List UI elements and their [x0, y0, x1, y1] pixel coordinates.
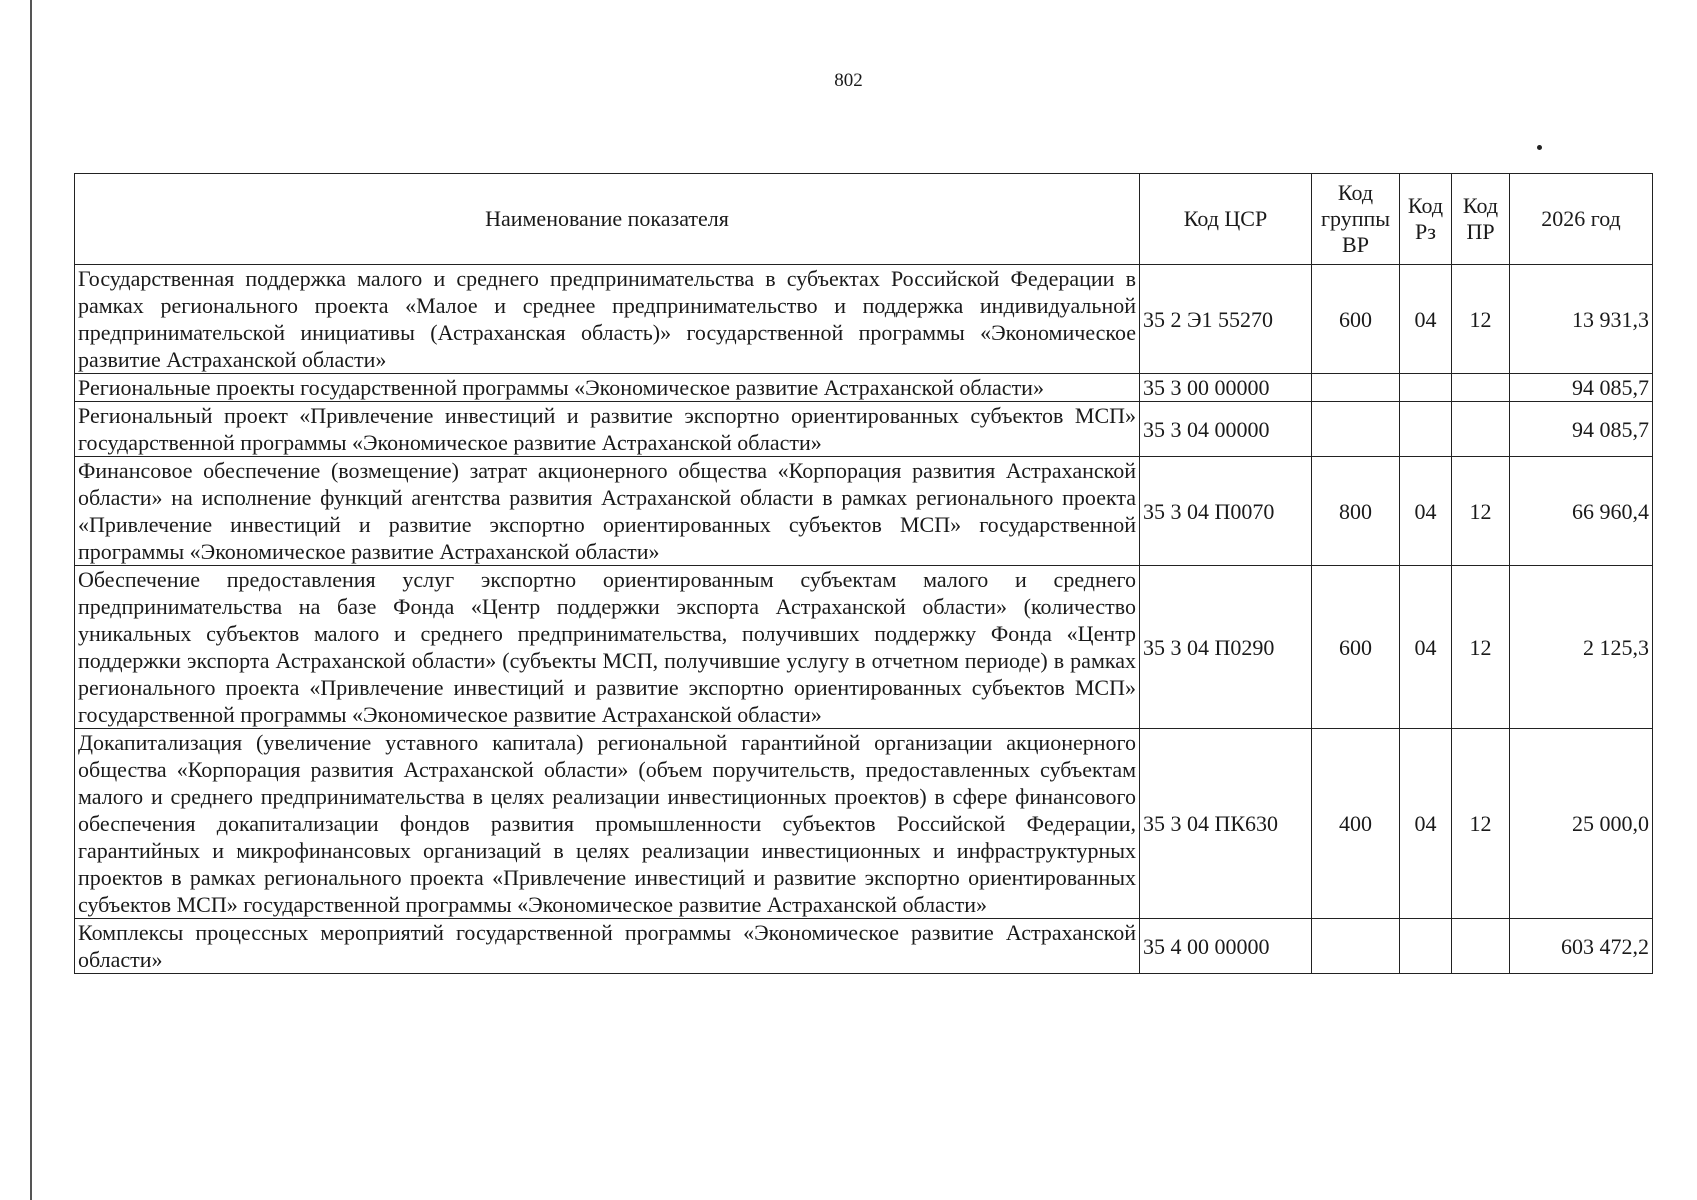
row-name: Региональные проекты государственной программы «Экономическое развитие Астраханской области»: [75, 374, 1140, 402]
table-row: [75, 919, 1653, 974]
scan-dot: [1537, 145, 1542, 150]
row-amount: 25 000,0: [1510, 729, 1653, 919]
page-number: 802: [834, 70, 863, 91]
row-name: Докапитализация (увеличение уставного капитала) региональной гарантийной организации акционерного общества «Корпорация развития Астраханской области» (объем поручительств, предоставленных субъектам малого и среднего предпринимательства в целях реализации инвестиционных проектов) в сфере финансового обеспечения докапитализации фондов развития промышленности субъектов Российской Федерации, гарантийных и микрофинансовых организаций в целях реализации инвестиционных и инфраструктурных проектов в рамках регионального проекта «Привлечение инвестиций и развитие экспортно ориентированных субъектов МСП» государственной программы «Экономическое развитие Астраханской области»: [75, 729, 1140, 919]
header-vr: Код группы ВР: [1312, 174, 1400, 265]
row-vr: [1312, 374, 1400, 402]
table-row: [75, 566, 1653, 729]
header-rz: Код Рз: [1400, 174, 1452, 265]
row-pr: [1452, 374, 1510, 402]
header-year: 2026 год: [1510, 174, 1653, 265]
row-vr: 600: [1312, 566, 1400, 729]
row-csr: 35 3 04 П0290: [1140, 566, 1312, 729]
row-vr: 400: [1312, 729, 1400, 919]
row-amount: 66 960,4: [1510, 457, 1653, 566]
row-rz: [1400, 374, 1452, 402]
row-name: Финансовое обеспечение (возмещение) затрат акционерного общества «Корпорация развития Астраханской области» на исполнение функций агентства развития Астраханской области в рамках регионального проекта «Привлечение инвестиций и развитие экспортно ориентированных субъектов МСП» государственной программы «Экономическое развитие Астраханской области»: [75, 457, 1140, 566]
table-row: [75, 265, 1653, 374]
table-row: [75, 457, 1653, 566]
row-csr: 35 3 04 П0070: [1140, 457, 1312, 566]
row-rz: 04: [1400, 265, 1452, 374]
row-rz: [1400, 919, 1452, 974]
row-name: Региональный проект «Привлечение инвестиций и развитие экспортно ориентированных субъектов МСП» государственной программы «Экономическое развитие Астраханской области»: [75, 402, 1140, 457]
row-amount: 603 472,2: [1510, 919, 1653, 974]
row-rz: 04: [1400, 566, 1452, 729]
row-pr: [1452, 919, 1510, 974]
row-amount: 2 125,3: [1510, 566, 1653, 729]
row-pr: 12: [1452, 457, 1510, 566]
row-vr: [1312, 402, 1400, 457]
table-row: [75, 402, 1653, 457]
row-pr: 12: [1452, 566, 1510, 729]
row-csr: 35 2 Э1 55270: [1140, 265, 1312, 374]
row-pr: 12: [1452, 729, 1510, 919]
row-vr: 600: [1312, 265, 1400, 374]
row-amount: 94 085,7: [1510, 402, 1653, 457]
table-row: [75, 729, 1653, 919]
row-csr: 35 3 04 ПК630: [1140, 729, 1312, 919]
row-vr: [1312, 919, 1400, 974]
row-pr: 12: [1452, 265, 1510, 374]
row-amount: 13 931,3: [1510, 265, 1653, 374]
header-name: Наименование показателя: [75, 174, 1140, 265]
table-header-row: [75, 174, 1653, 265]
row-name: Государственная поддержка малого и среднего предпринимательства в субъектах Российской Федерации в рамках регионального проекта «Малое и среднее предпринимательство и поддержка индивидуальной предпринимательской инициативы (Астраханская область)» государственной программы «Экономическое развитие Астраханской области»: [75, 265, 1140, 374]
header-pr: Код ПР: [1452, 174, 1510, 265]
binding-edge-line: [30, 0, 32, 1200]
budget-table: [74, 173, 1653, 974]
row-name: Обеспечение предоставления услуг экспортно ориентированным субъектам малого и среднего предпринимательства на базе Фонда «Центр поддержки экспорта Астраханской области» (количество уникальных субъектов малого и среднего предпринимательства, получивших поддержку Фонда «Центр поддержки экспорта Астраханской области» (субъекты МСП, получившие услугу в отчетном периоде) в рамках регионального проекта «Привлечение инвестиций и развитие экспортно ориентированных субъектов МСП» государственной программы «Экономическое развитие Астраханской области»: [75, 566, 1140, 729]
header-csr: Код ЦСР: [1140, 174, 1312, 265]
row-csr: 35 3 00 00000: [1140, 374, 1312, 402]
row-pr: [1452, 402, 1510, 457]
row-name: Комплексы процессных мероприятий государственной программы «Экономическое развитие Астраханской области»: [75, 919, 1140, 974]
row-rz: 04: [1400, 457, 1452, 566]
row-rz: [1400, 402, 1452, 457]
row-csr: 35 3 04 00000: [1140, 402, 1312, 457]
row-vr: 800: [1312, 457, 1400, 566]
table-row: [75, 374, 1653, 402]
row-csr: 35 4 00 00000: [1140, 919, 1312, 974]
row-rz: 04: [1400, 729, 1452, 919]
row-amount: 94 085,7: [1510, 374, 1653, 402]
